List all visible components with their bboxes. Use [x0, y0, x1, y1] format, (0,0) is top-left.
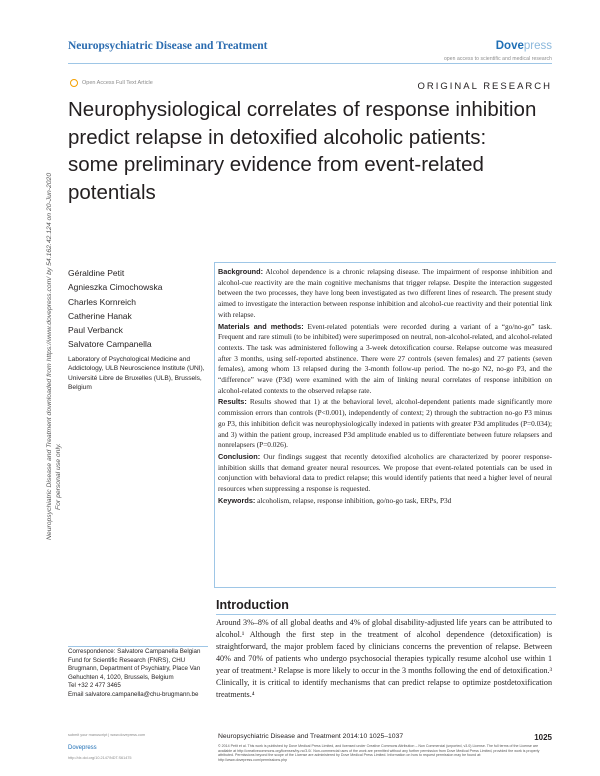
correspondence-divider	[68, 646, 208, 647]
journal-name: Neuropsychiatric Disease and Treatment	[68, 40, 268, 52]
open-access-label	[70, 79, 153, 87]
correspondence-email[interactable]: Email salvatore.campanella@chu-brugmann.be	[68, 690, 199, 698]
personal-use-line: For personal use only.	[55, 443, 62, 510]
abstract-keywords: Keywords: alcoholism, relapse, response inhibition, go/no-go task, ERPs, P3d	[218, 495, 452, 505]
abstract	[218, 267, 552, 507]
abstract-methods: Materials and methods: Event-related potentials were recorded during a variant of a “go/no-go” task. Frequent and rare stimuli (to be inhibited) were superimposed on neutral, non-alcohol-related, and alcohol-related contexts. The task was administered following a 3-week detoxification course. Relapse outcome was measured after 3 months, using self-reported abstinence. There were 27 controls (seven females) and 27 patients (seven females), among whom 13 relapsed during the 3-month follow-up period. The no-go N2, no-go P3, and the “difference” wave (P3d) were examined with the aim of linking neural correlates of response inhibition on alcohol-related contexts to the observed relapse rate.	[218, 321, 552, 395]
abstract-conclusion: Conclusion: Our findings suggest that recently detoxified alcoholics are characterized by poorer response-inhibition skills that demand greater neural resources. We propose that event-related potentials can be used in conjunction with behavioral data to predict relapse; this would identify patients that need a higher level of neural resources when suppressing a response is requested.	[218, 451, 552, 494]
doi-link[interactable]: http://dx.doi.org/10.2147/NDT.S61475	[68, 756, 132, 760]
section-heading-introduction: Introduction	[216, 598, 289, 612]
section-divider	[216, 614, 556, 615]
download-notice	[18, 120, 62, 640]
journal-citation: Neuropsychiatric Disease and Treatment 2014:10 1025–1037	[218, 733, 404, 740]
author: Salvatore Campanella	[68, 339, 152, 350]
article-type: ORIGINAL RESEARCH	[417, 81, 552, 92]
open-access-lock-icon	[70, 79, 78, 87]
author: Géraldine Petit	[68, 268, 125, 278]
author: Catherine Hanak	[68, 310, 132, 321]
publisher-logo[interactable]	[496, 40, 552, 52]
publisher-logo-press: press	[523, 40, 552, 52]
author-list	[68, 266, 162, 352]
header-divider	[68, 63, 552, 64]
correspondence-tel: Tel +32 2 477 3465	[68, 682, 121, 690]
article-title: Neurophysiological correlates of response inhibition predict relapse in detoxified alcoholic patients: some preliminary evidence from event-related potentials	[68, 98, 537, 204]
abstract-background: Background: Alcohol dependence is a chronic relapsing disease. The impairment of response inhibition and alcohol-cue reactivity are the main cognitive mechanisms that trigger relapse. Despite the interaction suggested between the two processes, they have long been investigated as two different lines of research. The present study aimed to investigate the interaction between response inhibition and alcohol-cue reactivity and their potential link with relapse.	[218, 267, 552, 319]
correspondence	[68, 648, 208, 700]
publisher-logo-dove: Dove	[495, 40, 524, 52]
submit-manuscript-link[interactable]: submit your manuscript | www.dovepress.com	[68, 733, 146, 737]
correspondence-address: Correspondence: Salvatore Campanella Belgian Fund for Scientific Research (FNRS), CHU Brugmann, Department of Psychiatry, Place Van Gehuchten 4, 1020, Brussels, Belgium	[68, 648, 201, 681]
download-notice-line: Neuropsychiatric Disease and Treatment downloaded from https://www.dovepress.com/ by 54.162.42.124 on 20-Jun-2020	[46, 172, 53, 540]
publisher-tagline: open access to scientific and medical research	[444, 56, 552, 62]
page-number: 1025	[534, 733, 552, 742]
author: Agnieszka Cimochowska	[68, 282, 163, 293]
abstract-results: Results: Results showed that 1) at the behavioral level, alcohol-dependent patients made significantly more commission errors than controls (P<0.001), independently of context; 2) through the subtraction no-go P3 minus go P3, this inhibition deficit was neurophysiologically indexed in patients with greater P3d amplitudes (P=0.034); and 3) within the patient group, increased P3d amplitude enabled us to differentiate between future relapsers and nonrelapsers (P=0.026).	[218, 397, 552, 450]
license-text: © 2014 Petit et al. This work is published by Dove Medical Press Limited, and licensed under Creative Commons Attribution – Non Commercial (unported, v3.0) License. The full terms of the License are available at http://creativecommons.org/licenses/by-nc/3.0/. Non-commercial uses of the work are permitted without any further permission from Dove Medical Press Limited, provided the work is properly attributed. Permissions beyond the scope of the License are administered by Dove Medical Press Limited. Information on how to request permission may be found at: http://www.dovepress.com/permissions.php	[218, 744, 540, 762]
introduction-paragraph: Around 3%–8% of all global deaths and 4% of global disability-adjusted life years can be attributed to alcohol.¹ Although the first step in the treatment of alcohol dependence (detoxification) is straightforward, the major problem faced by clinicians concerns the prevention of relapse. Between 40% and 70% of patients who undergo psychosocial therapies typically resume alcohol use within 1 year of treatment.² Relapse is more likely to occur in the 3 months following the end of detoxification.³ Clinically, it is critical to identify mechanisms that can predict relapse to optimize postdetoxification treatments.⁴	[216, 618, 552, 699]
author: Charles Kornreich	[68, 296, 137, 307]
author: Paul Verbanck	[68, 325, 123, 336]
affiliation: Laboratory of Psychological Medicine and Addictology, ULB Neuroscience Institute (UNI), Université Libre de Bruxelles (ULB), Brussels, Belgium	[68, 356, 205, 392]
open-access-text: Open Access Full Text Article	[82, 80, 153, 86]
footer-dove-logo[interactable]: Dovepress	[68, 745, 97, 751]
